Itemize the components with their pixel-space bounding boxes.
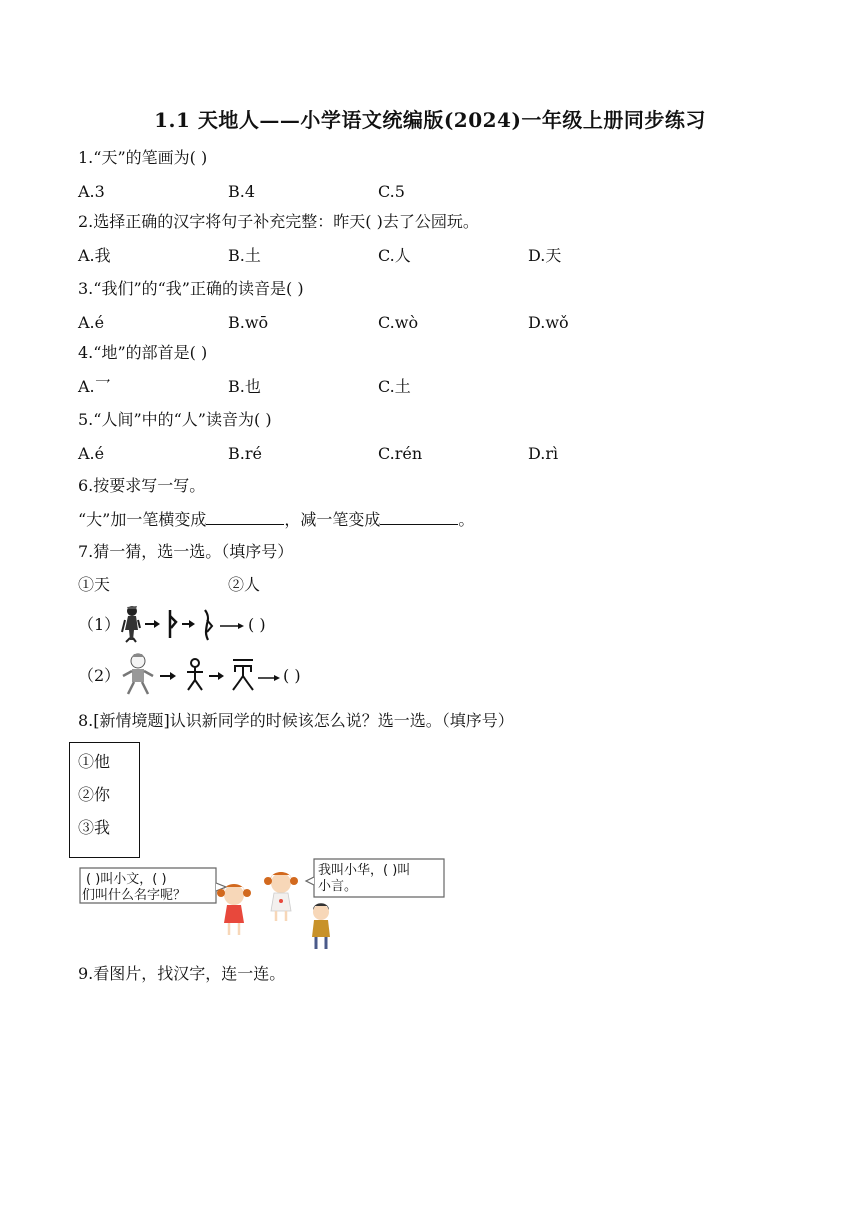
sky-evolution-image [78,652,318,696]
question-7-choice-2: ②人 [228,575,261,594]
question-7-stem: 7.猜一猜，选一选。（填序号） [78,542,294,561]
question-8-choice-box [69,742,140,858]
page-title: 1.1 天地人——小学语文统编版(2024)一年级上册同步练习 [154,108,706,132]
question-6-stem: 6.按要求写一写。 [78,476,206,495]
question-5-option-c[interactable]: C.rén [378,444,423,463]
question-2-option-a[interactable]: A.我 [78,246,111,265]
question-6-part2: ，减一笔变成 [284,510,381,529]
question-6-fill-line [78,508,474,531]
question-1-stem: 1.“天”的笔画为( ) [78,148,208,167]
question-3-option-a[interactable]: A.é [78,313,105,332]
question-8-choice-1: ①他 [78,752,111,771]
question-2-option-c[interactable]: C.人 [378,246,411,265]
bubble-right-line-1: 我叫小华，( )叫 [318,863,411,878]
question-2-stem: 2.选择正确的汉字将句子补充完整：昨天( )去了公园玩。 [78,212,479,231]
question-1-option-a[interactable]: A.3 [78,182,105,201]
question-4-option-c[interactable]: C.土 [378,377,411,396]
question-5-option-d[interactable]: D.rì [528,444,559,463]
question-9-stem: 9.看图片，找汉字，连一连。 [78,964,286,983]
question-8-choice-3: ③我 [78,818,111,837]
question-8-choice-2: ②你 [78,785,111,804]
question-7-row-2-label: （2） [78,666,121,685]
question-7-row-2-answer[interactable]: ( ) [283,666,301,685]
bubble-left-line-2: 们叫什么名字呢？ [82,888,187,903]
question-7-row-2 [78,652,318,696]
question-5-stem: 5.“人间”中的“人”读音为( ) [78,410,272,429]
question-1-option-b[interactable]: B.4 [228,182,256,201]
question-3-stem: 3.“我们”的“我”正确的读音是( ) [78,279,304,298]
question-8-scene [78,855,448,955]
question-5-option-b[interactable]: B.ré [228,444,262,463]
question-6-blank-1[interactable] [206,508,284,525]
question-3-option-d[interactable]: D.wǒ [528,313,569,332]
question-7-row-1 [78,602,298,646]
question-6-blank-2[interactable] [380,508,458,525]
question-8-stem: 8.[新情境题]认识新同学的时候该怎么说？选一选。（填序号） [78,711,514,730]
bubble-left-line-1: ( )叫小文，( ) [86,872,167,887]
question-1-option-c[interactable]: C.5 [378,182,405,201]
question-7-choice-1: ①天 [78,575,111,594]
question-2-option-b[interactable]: B.土 [228,246,261,265]
question-4-option-a[interactable]: A.乛 [78,377,111,396]
question-4-stem: 4.“地”的部首是( ) [78,343,208,362]
question-4-option-b[interactable]: B.也 [228,377,261,396]
question-7-row-1-answer[interactable]: ( ) [248,615,266,634]
question-7-row-1-label: （1） [78,615,121,634]
question-3-option-c[interactable]: C.wò [378,313,419,332]
question-5-option-a[interactable]: A.é [78,444,105,463]
question-6-part3: 。 [458,510,475,529]
question-2-option-d[interactable]: D.天 [528,246,562,265]
question-6-part1: “大”加一笔横变成 [78,510,207,529]
question-3-option-b[interactable]: B.wō [228,313,269,332]
bubble-right-line-2: 小言。 [318,879,358,894]
